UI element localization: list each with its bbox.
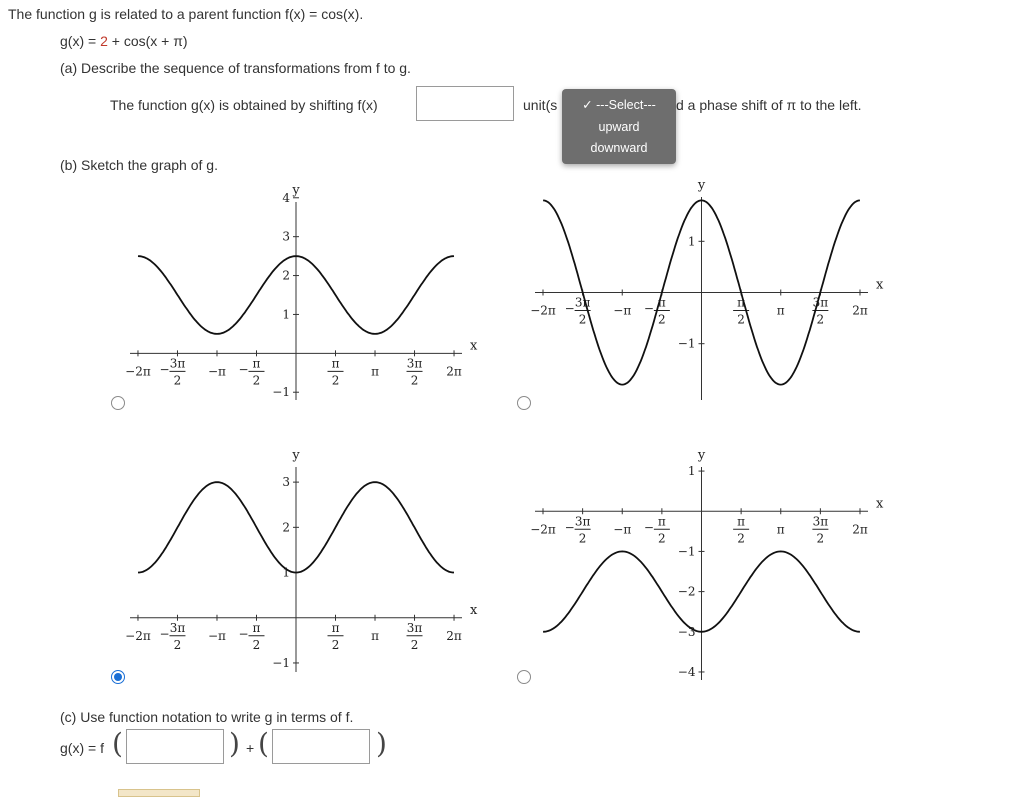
x-axis-label: x (876, 496, 884, 512)
x-tick-label-num: 3π (812, 295, 829, 310)
x-tick-label: π (371, 364, 379, 379)
y-tick-label: −1 (272, 655, 290, 670)
x-tick-label-num: π (252, 620, 261, 635)
x-tick-label-den: 2 (410, 373, 419, 388)
x-tick-label-den: 2 (816, 531, 825, 546)
x-axis-label: x (876, 277, 884, 293)
x-axis-label: x (470, 602, 478, 618)
part-a-sentence-start: The function g(x) is obtained by shifting f(x) (110, 97, 378, 113)
graph-option-1 (125, 183, 478, 400)
y-tick-label: −2 (677, 584, 696, 599)
x-tick-label-den: 2 (331, 637, 340, 652)
x-tick-label: −2π (125, 628, 151, 643)
x-tick-label-num: π (657, 295, 666, 310)
x-tick-label-sign: − (159, 362, 170, 377)
x-tick-label-den: 2 (578, 531, 587, 546)
x-tick-label-den: 2 (173, 637, 182, 652)
x-tick-label-num: π (252, 356, 261, 371)
x-tick-label: 2π (446, 364, 462, 379)
x-tick-label: π (371, 628, 379, 643)
x-tick-label-num: π (737, 514, 746, 529)
x-tick-label-sign: − (564, 301, 575, 316)
x-tick-label-num: 3π (406, 356, 423, 371)
y-tick-label: −1 (272, 385, 290, 400)
part-a-sentence-end: d a phase shift of π to the left. (676, 97, 862, 113)
y-axis-label: y (292, 448, 300, 463)
plus-sign: + (246, 740, 255, 756)
y-tick-label: −4 (677, 664, 696, 679)
check-icon: ✓ (582, 98, 593, 112)
x-tick-label-num: π (331, 620, 340, 635)
x-tick-label-num: 3π (812, 514, 829, 529)
y-tick-label: 1 (687, 234, 696, 249)
graph-option-4 (530, 448, 884, 680)
x-tick-label-den: 2 (658, 531, 666, 546)
x-tick-label-num: π (657, 514, 666, 529)
x-tick-label-den: 2 (658, 312, 666, 327)
x-tick-label-den: 2 (252, 373, 261, 388)
y-tick-label: 1 (687, 464, 696, 479)
x-tick-label-sign: − (643, 301, 654, 316)
x-tick-label-sign: − (643, 520, 654, 535)
graph-option-3 (125, 448, 478, 672)
g-constant: 2 (100, 33, 108, 49)
x-tick-label-num: 3π (574, 295, 591, 310)
y-tick-label: −1 (677, 336, 696, 351)
y-tick-label: 3 (282, 475, 290, 490)
x-tick-label: π (776, 303, 785, 318)
units-text: unit(s (523, 97, 558, 113)
x-tick-label: 2π (852, 522, 868, 537)
y-tick-label: 3 (282, 229, 290, 244)
x-tick-label-den: 2 (410, 637, 419, 652)
x-tick-label-den: 2 (331, 373, 340, 388)
x-tick-label: −π (208, 364, 226, 379)
x-tick-label-sign: − (238, 362, 249, 377)
x-tick-label-sign: − (159, 626, 170, 641)
close-paren-1: ) (229, 727, 240, 760)
y-axis-label: y (697, 448, 706, 463)
y-tick-label: 2 (282, 268, 290, 283)
intro-text: The function g is related to a parent function f(x) = cos(x). (8, 6, 364, 22)
x-tick-label-sign: − (564, 520, 575, 535)
y-tick-label: 1 (282, 565, 290, 580)
x-tick-label-den: 2 (173, 373, 182, 388)
part-b-label: (b) Sketch the graph of g. (60, 157, 218, 173)
y-tick-label: −1 (677, 544, 696, 559)
x-axis-label: x (470, 338, 478, 354)
y-tick-label: 4 (282, 190, 290, 205)
y-axis-label: y (697, 178, 706, 193)
x-tick-label-num: 3π (169, 620, 186, 635)
part-a-label: (a) Describe the sequence of transformations from f to g. (60, 60, 411, 76)
x-tick-label-den: 2 (578, 312, 587, 327)
y-axis-label: y (292, 183, 300, 198)
x-tick-label-sign: − (238, 626, 249, 641)
function-argument-input[interactable] (126, 729, 224, 764)
x-tick-label: −π (208, 628, 226, 643)
x-tick-label: −π (613, 522, 632, 537)
y-tick-label: 2 (282, 520, 290, 535)
g-label: g(x) = (60, 33, 101, 49)
x-tick-label-den: 2 (816, 312, 825, 327)
x-tick-label-den: 2 (737, 312, 745, 327)
y-tick-label: 1 (282, 307, 290, 322)
x-tick-label-num: 3π (574, 514, 591, 529)
submit-button-partial[interactable] (118, 789, 200, 797)
x-tick-label-den: 2 (737, 531, 745, 546)
vertical-shift-input[interactable] (272, 729, 370, 764)
x-tick-label-num: π (737, 295, 746, 310)
x-tick-label: −2π (530, 303, 556, 318)
dropdown-option-upward[interactable]: upward (598, 120, 640, 134)
dropdown-option-select[interactable]: ✓ ---Select--- (582, 98, 656, 112)
dropdown-option-downward[interactable]: downward (590, 141, 648, 155)
part-c-label: (c) Use function notation to write g in terms of f. (60, 709, 354, 725)
x-tick-label: 2π (852, 303, 868, 318)
x-tick-label: −2π (125, 364, 151, 379)
x-tick-label-num: π (331, 356, 340, 371)
x-tick-label-den: 2 (252, 637, 261, 652)
open-paren-1: ( (112, 727, 123, 760)
part-c-lhs: g(x) = f (60, 740, 104, 756)
x-tick-label: 2π (446, 628, 462, 643)
graph-option-2 (530, 178, 884, 400)
y-tick-label: −3 (677, 624, 696, 639)
x-tick-label-num: 3π (406, 620, 423, 635)
direction-dropdown-menu[interactable] (562, 89, 676, 164)
x-tick-label: π (776, 522, 785, 537)
x-tick-label: −π (613, 303, 632, 318)
close-paren-2: ) (376, 727, 387, 760)
x-tick-label-num: 3π (169, 356, 186, 371)
x-tick-label: −2π (530, 522, 556, 537)
open-paren-2: ( (258, 727, 269, 760)
g-rest: + cos(x + π) (107, 33, 188, 49)
